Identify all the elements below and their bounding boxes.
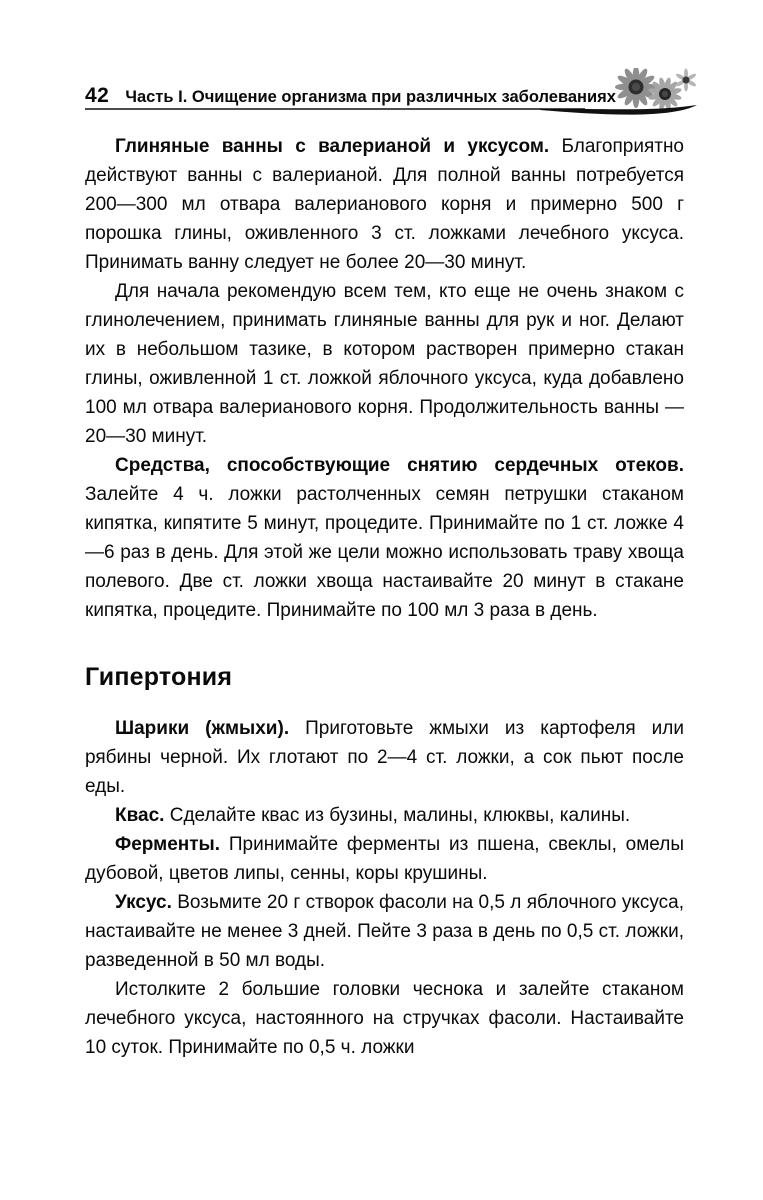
- paragraph: [85, 451, 684, 625]
- paragraph-text: Возьмите 20 г створок фасоли на 0,5 л яблочного уксуса, настаивайте не менее 3 дней. Пейте 3 раза в день по 0,5 ст. ложки, разведенной в 50 мл воды.: [85, 892, 684, 971]
- paragraph-text: Благоприятно действуют ванны с валерианой. Для полной ванны потребуется 200—300 мл отвара валерианового корня и примерно 500 г порошка глины, оживленного 3 ст. ложками лечебного уксуса. Принимать ванну следует не более 20—30 минут.: [85, 136, 684, 273]
- paragraph-lead: Средства, способствующие снятию сердечных отеков.: [115, 455, 684, 476]
- paragraph: [85, 975, 684, 1062]
- page-number: 42: [85, 84, 110, 107]
- paragraph-lead: Уксус.: [115, 892, 172, 913]
- paragraph: [85, 888, 684, 975]
- paragraph: [85, 801, 684, 830]
- paragraph: [85, 132, 684, 277]
- page-content: [85, 132, 684, 1062]
- paragraph: [85, 830, 684, 888]
- paragraph-text: Залейте 4 ч. ложки растолченных семян петрушки стаканом кипятка, кипятите 5 минут, процедите. Принимайте по 1 ст. ложке 4—6 раз в день. Для этой же цели можно использовать траву хвоща полевого. Две ст. ложки хвоща настаивайте 20 минут в стакане кипятка, процедите. Принимайте по 100 мл 3 раза в день.: [85, 484, 684, 621]
- paragraph-text: Для начала рекомендую всем тем, кто еще не очень знаком с глинолечением, принимать глиняные ванны для рук и ног. Делают их в небольшом тазике, в котором растворен примерно стакан глины, оживленной 1 ст. ложкой яблочного уксуса, куда добавлено 100 мл отвара валерианового корня. Продолжительность ванны — 20—30 минут.: [85, 281, 684, 447]
- header-rule: [85, 104, 700, 124]
- paragraph-lead: Глиняные ванны с валерианой и уксусом.: [115, 136, 550, 157]
- paragraph-lead: Квас.: [115, 805, 165, 826]
- paragraph-text: Принимайте ферменты из пшена, свеклы, омелы дубовой, цветов липы, сенны, коры крушины.: [85, 834, 684, 884]
- section-heading: Гипертония: [85, 663, 233, 691]
- paragraph-lead: Шарики (жмыхи).: [115, 718, 290, 739]
- paragraph-text: Истолките 2 большие головки чеснока и залейте стаканом лечебного уксуса, настоянного на стручках фасоли. Настаивайте 10 суток. Принимайте по 0,5 ч. ложки: [85, 979, 684, 1058]
- paragraph-lead: Ферменты.: [115, 834, 221, 855]
- paragraph: [85, 714, 684, 801]
- paragraph-text: Приготовьте жмыхи из картофеля или рябины черной. Их глотают по 2—4 ст. ложки, а сок пьют после еды.: [85, 718, 684, 797]
- paragraph: [85, 277, 684, 451]
- paragraph-text: Сделайте квас из бузины, малины, клюквы, калины.: [164, 805, 631, 826]
- chapter-title: Часть I. Очищение организма при различных заболеваниях: [125, 88, 616, 106]
